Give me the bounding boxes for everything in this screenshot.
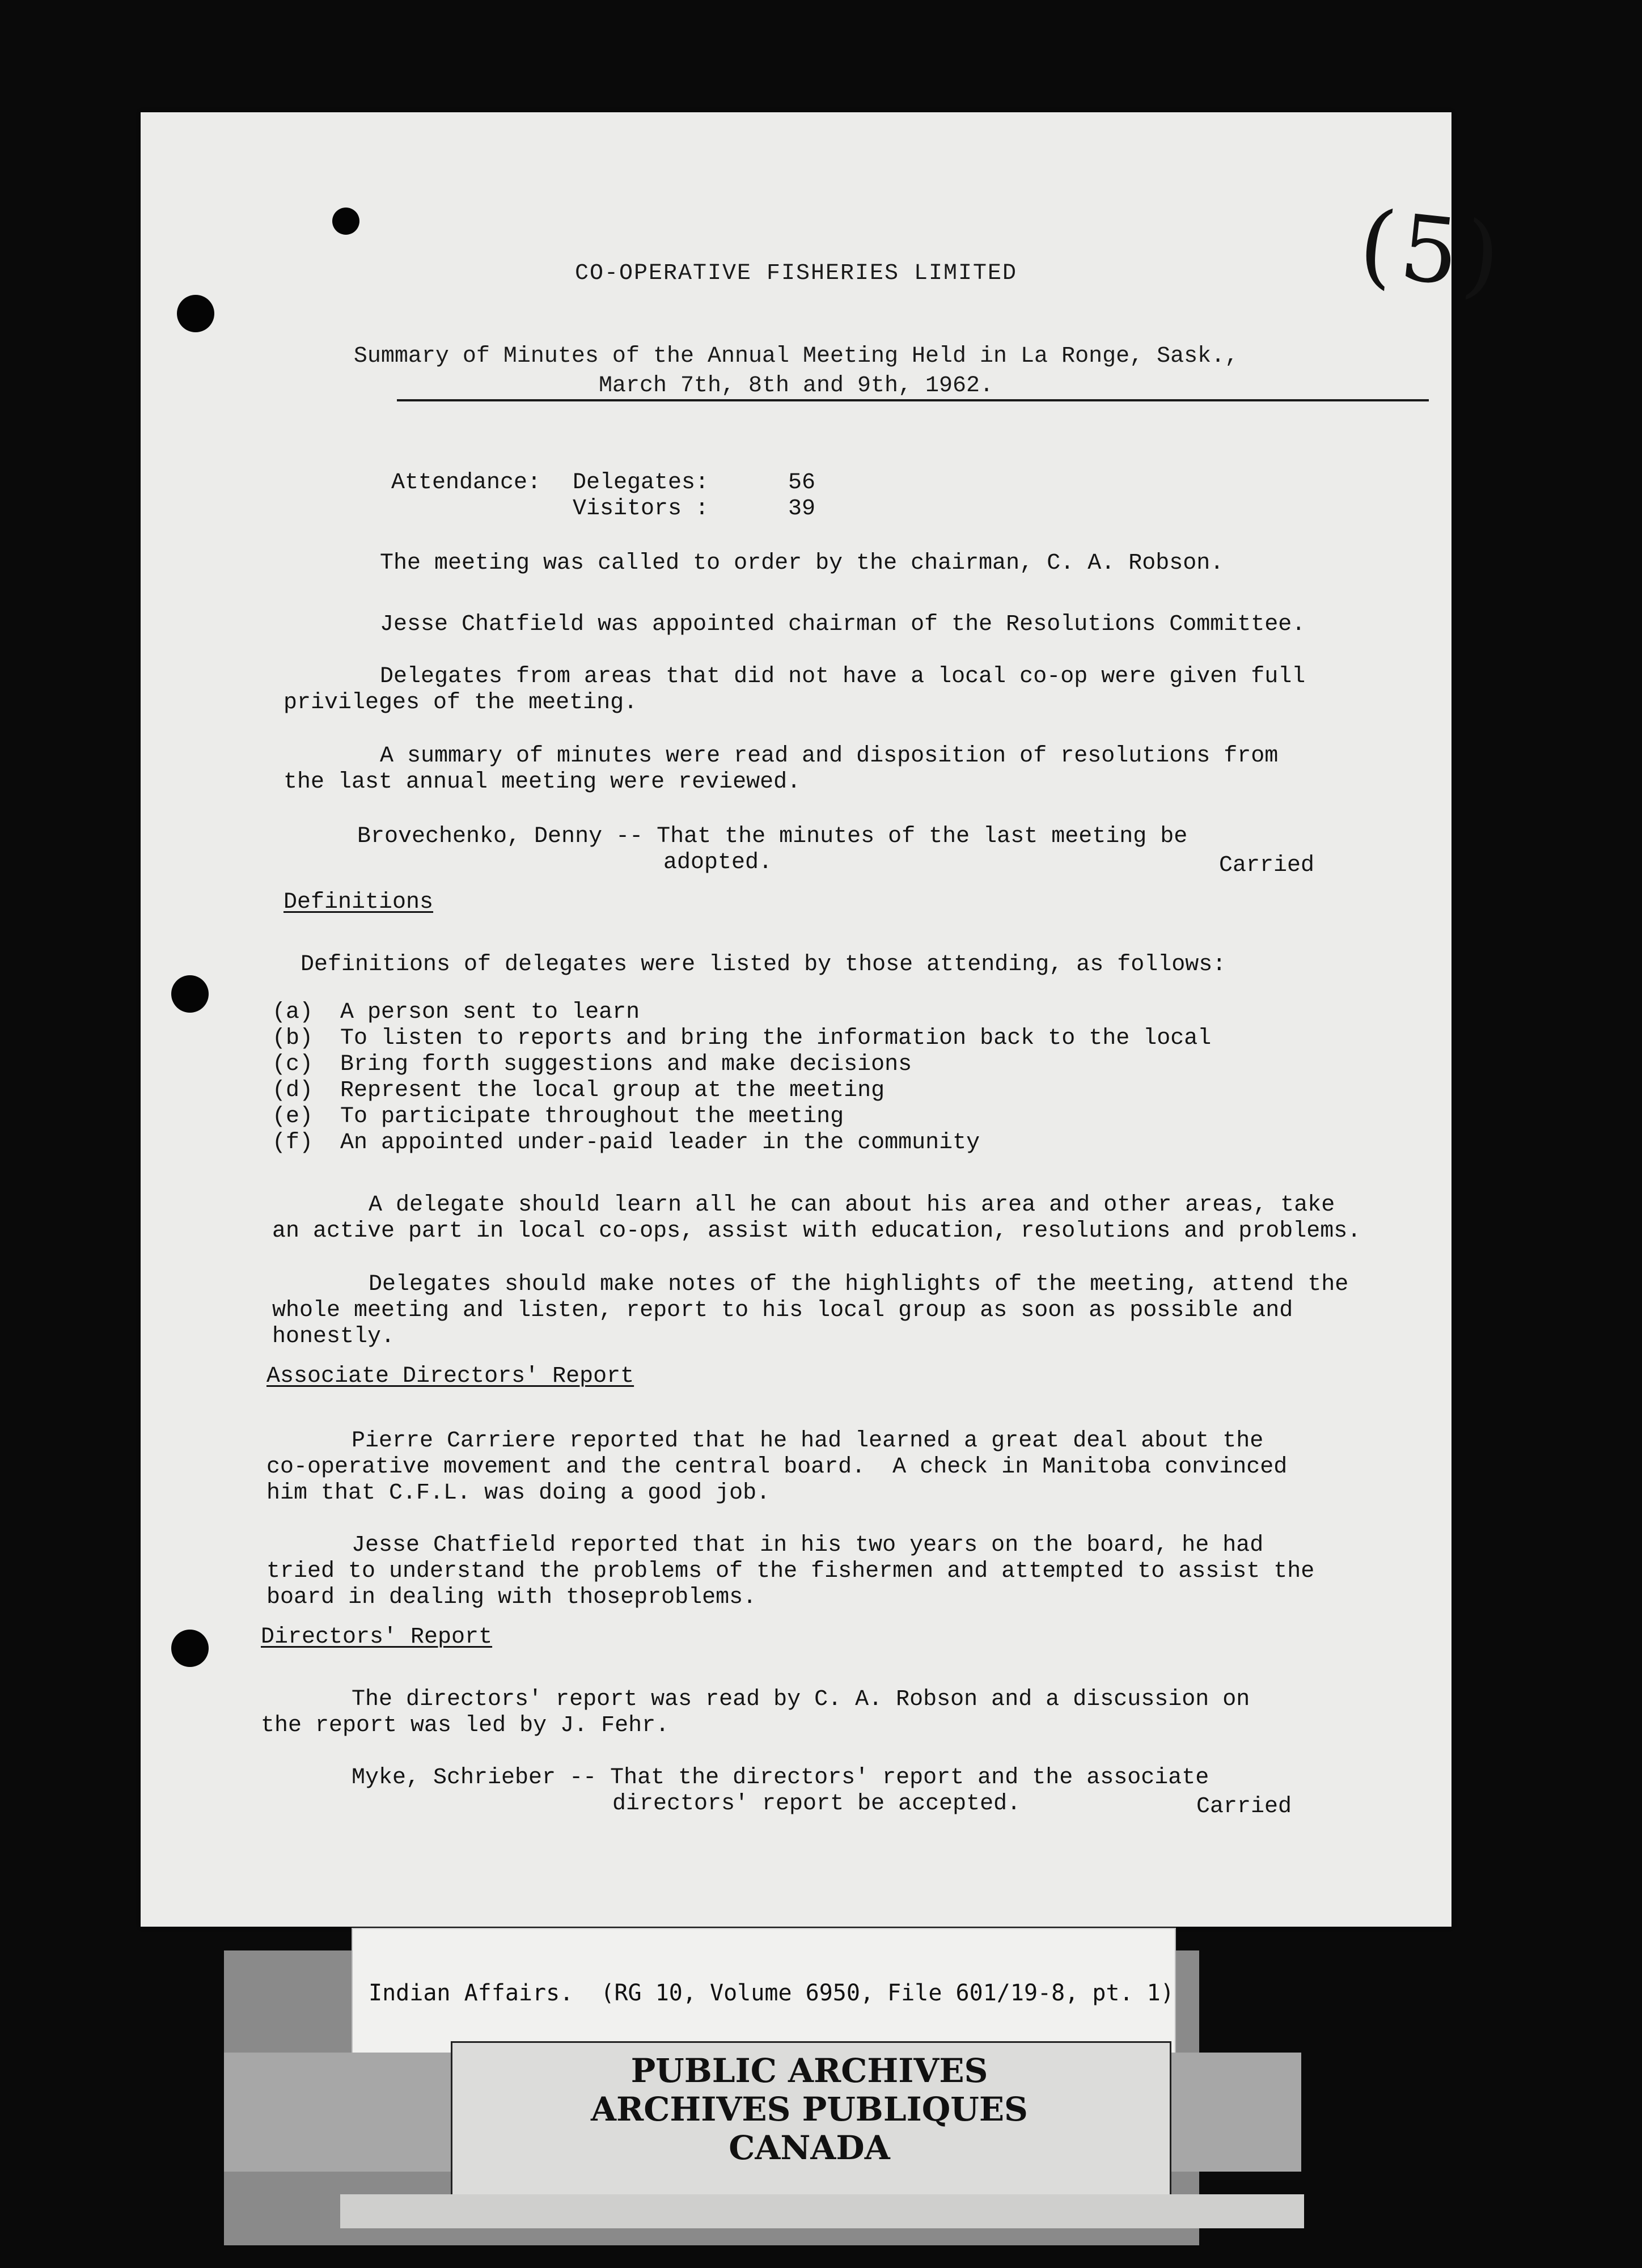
summary-title-line1: Summary of Minutes of the Annual Meeting Held in La Ronge, Sask., bbox=[353, 344, 1239, 369]
punch-hole-top bbox=[332, 208, 359, 235]
minutes-motion-line2: adopted. bbox=[663, 850, 773, 875]
associate-paragraph-2-line2: tried to understand the problems of the fishermen and attempted to assist the bbox=[266, 1559, 1315, 1584]
directors-heading: Directors' Report bbox=[261, 1624, 493, 1650]
document-page bbox=[141, 112, 1510, 1927]
directors-motion-carried: Carried bbox=[1196, 1794, 1292, 1820]
delegate-paragraph-2-line1: Delegates should make notes of the highlights of the meeting, attend the bbox=[369, 1272, 1349, 1297]
delegates-label: Delegates: bbox=[573, 470, 709, 496]
associate-paragraph-1-line2: co-operative movement and the central board. A check in Manitoba convinced bbox=[266, 1454, 1288, 1480]
associate-heading: Associate Directors' Report bbox=[266, 1364, 634, 1389]
associate-paragraph-1-line1: Pierre Carriere reported that he had learned a great deal about the bbox=[352, 1428, 1264, 1454]
stamp-line-3: CANADA bbox=[729, 2129, 890, 2167]
delegate-paragraph-2-line2: whole meeting and listen, report to his local group as soon as possible and bbox=[272, 1298, 1293, 1323]
archive-label-bottom-strip bbox=[340, 2194, 1304, 2228]
minutes-motion-carried: Carried bbox=[1219, 853, 1315, 878]
directors-motion-line2: directors' report be accepted. bbox=[612, 1791, 1021, 1817]
attendance-label: Attendance: bbox=[391, 470, 541, 496]
visitors-label: Visitors : bbox=[573, 496, 709, 522]
associate-paragraph-1-line3: him that C.F.L. was doing a good job. bbox=[266, 1480, 771, 1506]
delegate-paragraph-1-line1: A delegate should learn all he can about his area and other areas, take bbox=[369, 1192, 1335, 1218]
definition-item: Bring forth suggestions and make decisions bbox=[340, 1052, 912, 1077]
intro-paragraph-4-line1: A summary of minutes were read and disposition of resolutions from bbox=[380, 743, 1279, 769]
intro-paragraph-3-line1: Delegates from areas that did not have a local co-op were given full bbox=[380, 664, 1306, 689]
intro-paragraph-2: Jesse Chatfield was appointed chairman of the Resolutions Committee. bbox=[380, 612, 1306, 637]
punch-hole-middle bbox=[171, 975, 209, 1013]
summary-title-line2: March 7th, 8th and 9th, 1962. bbox=[598, 373, 994, 399]
definition-key: (e) bbox=[272, 1104, 314, 1129]
intro-paragraph-3-line2: privileges of the meeting. bbox=[283, 690, 638, 716]
definition-item: An appointed under-paid leader in the community bbox=[340, 1130, 980, 1156]
visitors-count: 39 bbox=[788, 496, 816, 522]
intro-paragraph-1: The meeting was called to order by the chairman, C. A. Robson. bbox=[380, 551, 1224, 576]
delegates-count: 56 bbox=[788, 470, 816, 496]
definition-key: (b) bbox=[272, 1026, 314, 1051]
definition-key: (a) bbox=[272, 1000, 314, 1025]
delegate-paragraph-2-line3: honestly. bbox=[272, 1324, 395, 1349]
punch-hole-upper bbox=[177, 295, 214, 332]
stamp-line-2: ARCHIVES PUBLIQUES bbox=[591, 2090, 1028, 2129]
definition-key: (c) bbox=[272, 1052, 314, 1077]
organization-title: CO-OPERATIVE FISHERIES LIMITED bbox=[574, 261, 1018, 286]
definitions-lead: Definitions of delegates were listed by those attending, as follows: bbox=[301, 952, 1226, 978]
definition-key: (d) bbox=[272, 1078, 314, 1103]
title-underline bbox=[397, 399, 1429, 401]
definition-item: To participate throughout the meeting bbox=[340, 1104, 844, 1129]
punch-hole-lower bbox=[171, 1630, 209, 1667]
minutes-motion-line1: Brovechenko, Denny -- That the minutes of the last meeting be bbox=[357, 824, 1188, 849]
intro-paragraph-4-line2: the last annual meeting were reviewed. bbox=[283, 769, 801, 795]
definition-item: A person sent to learn bbox=[340, 1000, 640, 1025]
stamp-line-1: PUBLIC ARCHIVES bbox=[630, 2051, 988, 2090]
definition-item: To listen to reports and bring the information back to the local bbox=[340, 1026, 1212, 1051]
associate-paragraph-2-line3: board in dealing with thoseproblems. bbox=[266, 1585, 757, 1610]
directors-paragraph-line1: The directors' report was read by C. A. Robson and a discussion on bbox=[352, 1687, 1250, 1712]
definitions-heading: Definitions bbox=[283, 890, 434, 915]
delegate-paragraph-1-line2: an active part in local co-ops, assist with education, resolutions and problems. bbox=[272, 1218, 1361, 1244]
directors-paragraph-line2: the report was led by J. Fehr. bbox=[261, 1713, 670, 1738]
definition-item: Represent the local group at the meeting bbox=[340, 1078, 885, 1103]
archive-reference: Indian Affairs. (RG 10, Volume 6950, File 601/19-8, pt. 1) bbox=[369, 1980, 1174, 2006]
definition-key: (f) bbox=[272, 1130, 314, 1156]
page-number-mark: (5) bbox=[1354, 190, 1510, 311]
directors-motion-line1: Myke, Schrieber -- That the directors' report and the associate bbox=[352, 1765, 1209, 1791]
associate-paragraph-2-line1: Jesse Chatfield reported that in his two years on the board, he had bbox=[352, 1533, 1264, 1558]
